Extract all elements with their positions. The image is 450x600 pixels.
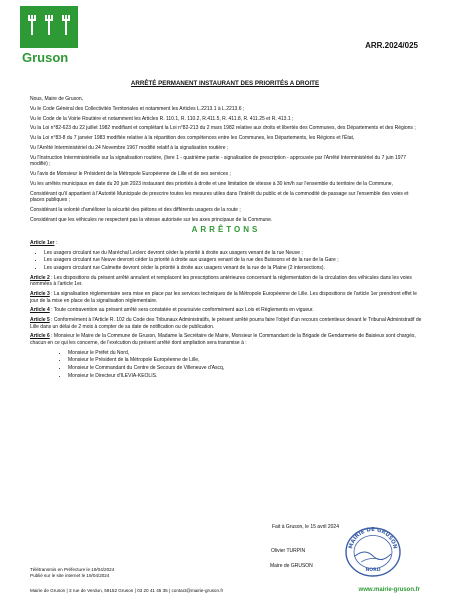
article-3	[30, 291, 422, 304]
logo	[20, 6, 90, 65]
article-4-label: Article 4	[30, 307, 50, 314]
svg-text:MAIRIE DE GRUSON	[348, 527, 398, 550]
article-6	[30, 333, 422, 346]
signature-place-date: Fait à Gruson, le 15 avril 2024	[272, 524, 339, 530]
arretons-heading: ARRÊTONS	[191, 225, 261, 235]
publication-note: Publié sur le site internet le 19/04/2024	[30, 573, 110, 578]
document-reference: ARR.2024/025	[365, 41, 418, 50]
document-body	[30, 96, 422, 383]
document-title: ARRÊTÉ PERMANENT INSTAURANT DES PRIORITÉS A DROITE	[130, 80, 320, 87]
article-5-text: : Conformément à l'Article R. 102 du Code des Tribunaux Administratifs, le présent arrêté pourra faire l'objet d'un recours contentieux devant le Tribunal Administratif de Lille dans un délai de 2 mois à compter de sa date de notification ou de publication.	[30, 317, 422, 330]
logo-text: Gruson	[22, 50, 69, 65]
list-item: • Monsieur le Préfet du Nord,	[68, 350, 422, 357]
list-item: • Les usagers circulant rue du Maréchal Leclerc devront céder la priorité à droite aux usagers venant de la rue Neuve ;	[44, 250, 422, 257]
considerant-9: Considérant qu'il appartient à l'Autorité Municipale de prescrire toutes les mesures utiles dans l'intérêt du public et de la commodité de passage sur l'ensemble des voies et places publiques ;	[30, 190, 409, 204]
considerant-2: Vu le Code de la Voirie Routière et notamment les Articles R. 110.1, R. 110.2, R.411.5, R. 411.8, R. 411.25 et R. 413.1 ;	[30, 115, 294, 122]
stamp-sub-text: NORD	[365, 568, 381, 573]
article-6-label: Article 6	[30, 333, 50, 340]
signatory-role: Maire de GRUSON	[270, 563, 313, 569]
considerant-8: Vu les arrêtés municipaux en date du 20 juin 2023 instaurant des priorités à droite et une limitation de vitesse à 30 km/h sur l'ensemble du territoire de la Commune,	[30, 180, 393, 187]
considerant-10: Considérant la volonté d'améliorer la sécurité des piétons et des différents usagers de la route ;	[30, 207, 241, 213]
article-6-text: : Monsieur le Maire de la Commune de Gruson, Madame la Secrétaire de Mairie, Monsieur le Commandant de la Brigade de Gendarmerie de Baisieux sont chargés, chacun en ce qui les concerne, de l'exécution du présent arrêté dont ampliation sera transmise à :	[30, 333, 416, 347]
intro-text: Nous, Maire de Gruson,	[30, 96, 84, 102]
list-item: • Monsieur le Directeur d'ILEVIA-KEOLIS.	[68, 373, 422, 380]
considerant-11: Considérant que les véhicules ne respectent pas la vitesse autorisée sur les axes principaux de la Commune.	[30, 216, 273, 223]
footer-address: Mairie de Gruson | 3 rue de Verdun, 59152 Gruson | 03 20 41 45 35 | contact@mairie-gruson.fr	[30, 588, 224, 593]
signatory-name: Olivier TURPIN	[271, 548, 306, 554]
article-2-text: : Les dispositions du présent arrêté annulent et remplacent les prescriptions antérieures concernant la réglementation de la circulation des véhicules dans les voies nommées à l'article 1er.	[30, 274, 412, 288]
considerant-7: Vu l'avis de Monsieur le Président de la Métropole Européenne de Lille et de ses services ;	[30, 171, 231, 178]
article-1-list	[30, 250, 422, 272]
considerant-3: Vu la Loi n°82-623 du 22 juillet 1982 modifiant et complétant la Loi n°82-213 du 2 mars 1982 relative aux droits et libertés des Communes, des Départements et des Régions ;	[30, 125, 416, 132]
article-3-text: : La signalisation réglementaire sera mise en place par les services techniques de la Métropole Européenne de Lille. Les dispositions de l'article 1er prendront effet le jour de la mise en place de la signalisation réglementaire.	[30, 290, 417, 304]
article-4	[30, 307, 422, 314]
article-1-label: Article 1er	[30, 239, 55, 246]
considerant-6: Vu l'Instruction Interministérielle sur la signalisation routière, (livre 1 - quatrième partie - signalisation de prescription - approuvée par l'Arrêté Interministériel du 7 juin 1977 modifié) ;	[30, 154, 407, 168]
mairie-stamp-icon	[343, 526, 403, 578]
list-item: • Monsieur le Président de la Métropole Européenne de Lille,	[68, 357, 422, 364]
list-item: • Les usagers circulant rue Calmette devront céder la priorité à droite aux usagers venant de la rue de la Plaine (2 intersections).	[44, 265, 422, 272]
article-2-label: Article 2	[30, 274, 50, 281]
footer-website-link[interactable]: www.mairie-gruson.fr	[358, 587, 420, 593]
article-5	[30, 317, 422, 330]
article-4-text: : Toute contravention au présent arrêté sera constatée et poursuivie conformément aux Lois et Règlements en vigueur.	[49, 307, 314, 314]
article-2	[30, 275, 422, 288]
article-3-label: Article 3	[30, 290, 50, 297]
recipients-list	[60, 350, 422, 379]
considerant-1: Vu le Code Général des Collectivités Territoriales et notamment les Articles L.2213.1 à L.2213.6 ;	[30, 105, 245, 112]
considerant-5: Vu l'Arrêté Interministériel du 24 Novembre 1967 modifié relatif à la signalisation routière ;	[30, 144, 229, 151]
footer-notes	[30, 567, 114, 579]
considerant-4: Vu la Loi n°83-8 du 7 janvier 1983 modifiée relative à la répartition des compétences entre les Communes, les Départements, les Régions et l'État,	[30, 135, 355, 142]
stamp-text: MAIRIE DE GRUSON	[348, 526, 398, 550]
list-item: • Les usagers circulant rue Neuve devront céder la priorité à droite aux usagers venant de la rue des Buissons et de la rue de la Gare ;	[44, 257, 422, 264]
article-5-label: Article 5	[30, 317, 50, 324]
logo-emblem-icon	[20, 6, 78, 48]
transmission-note: Télétransmis en Préfecture le 19/04/2024	[30, 567, 115, 572]
article-1-heading: Article 1er :	[30, 239, 58, 246]
list-item: • Monsieur le Commandant du Centre de Secours de Villeneuve d'Ascq,	[68, 365, 422, 372]
